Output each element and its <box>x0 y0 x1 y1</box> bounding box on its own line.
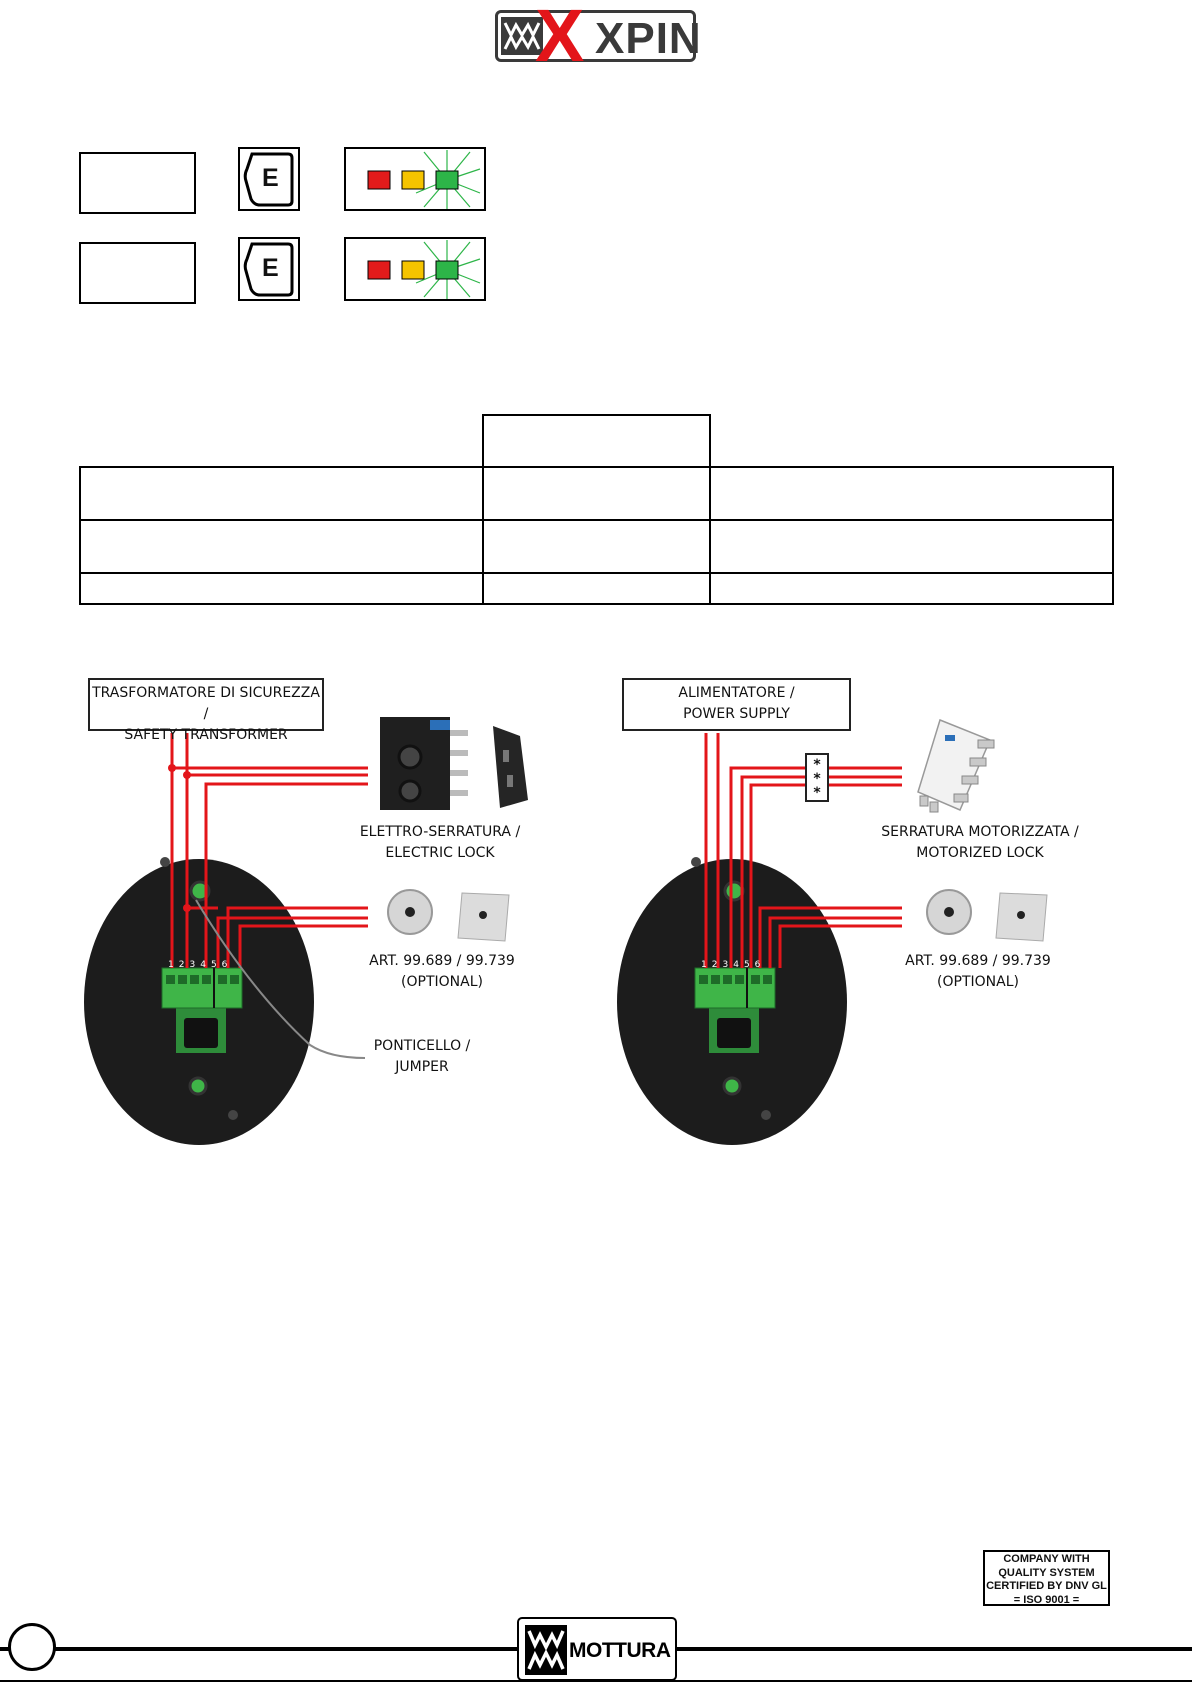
terminal-numbers-right: 123456 <box>701 960 766 970</box>
led-panel-2 <box>344 237 486 301</box>
logo-text: XPIN <box>595 14 702 63</box>
reader-icons <box>927 890 1047 941</box>
e-key-1 <box>238 147 300 211</box>
wm-monogram-icon <box>525 1625 567 1675</box>
asterisk-marker: * * * <box>805 753 829 802</box>
transformer-label: TRASFORMATORE DI SICUREZZA / SAFETY TRANSFORMER <box>88 678 324 731</box>
led-indicator-icon <box>346 239 484 299</box>
electric-lock-icon <box>380 717 528 810</box>
terminal-numbers-left: 123456 <box>168 960 233 970</box>
power-supply-label: ALIMENTATORE / POWER SUPPLY <box>622 678 851 731</box>
jumper-label: PONTICELLO / JUMPER <box>373 1038 471 1075</box>
motorized-lock-icon <box>918 720 994 812</box>
reader-label-right: ART. 99.689 / 99.739 (OPTIONAL) <box>905 953 1051 990</box>
logo-x-mark: X <box>535 0 585 77</box>
e-key-2 <box>238 237 300 301</box>
step-1-box <box>79 152 196 214</box>
reader-label-left: ART. 99.689 / 99.739 (OPTIONAL) <box>369 953 515 990</box>
iso-cert-badge: COMPANY WITH QUALITY SYSTEM CERTIFIED BY DNV GL = ISO 9001 = <box>983 1550 1110 1606</box>
step-2-box <box>79 242 196 304</box>
mottura-logo <box>517 1617 677 1681</box>
led-panel-1 <box>344 147 486 211</box>
led-indicator-icon <box>346 149 484 209</box>
page-number-circle <box>8 1623 56 1671</box>
e-key-label: E <box>262 164 279 192</box>
e-key-label: E <box>262 254 279 282</box>
electric-lock-label: ELETTRO-SERRATURA / ELECTRIC LOCK <box>359 824 521 861</box>
xpin-logo <box>495 0 702 77</box>
brand-name: MOTTURA <box>569 1639 671 1662</box>
motorized-lock-label: SERRATURA MOTORIZZATA / MOTORIZED LOCK <box>881 824 1079 861</box>
reader-icons <box>388 890 509 941</box>
